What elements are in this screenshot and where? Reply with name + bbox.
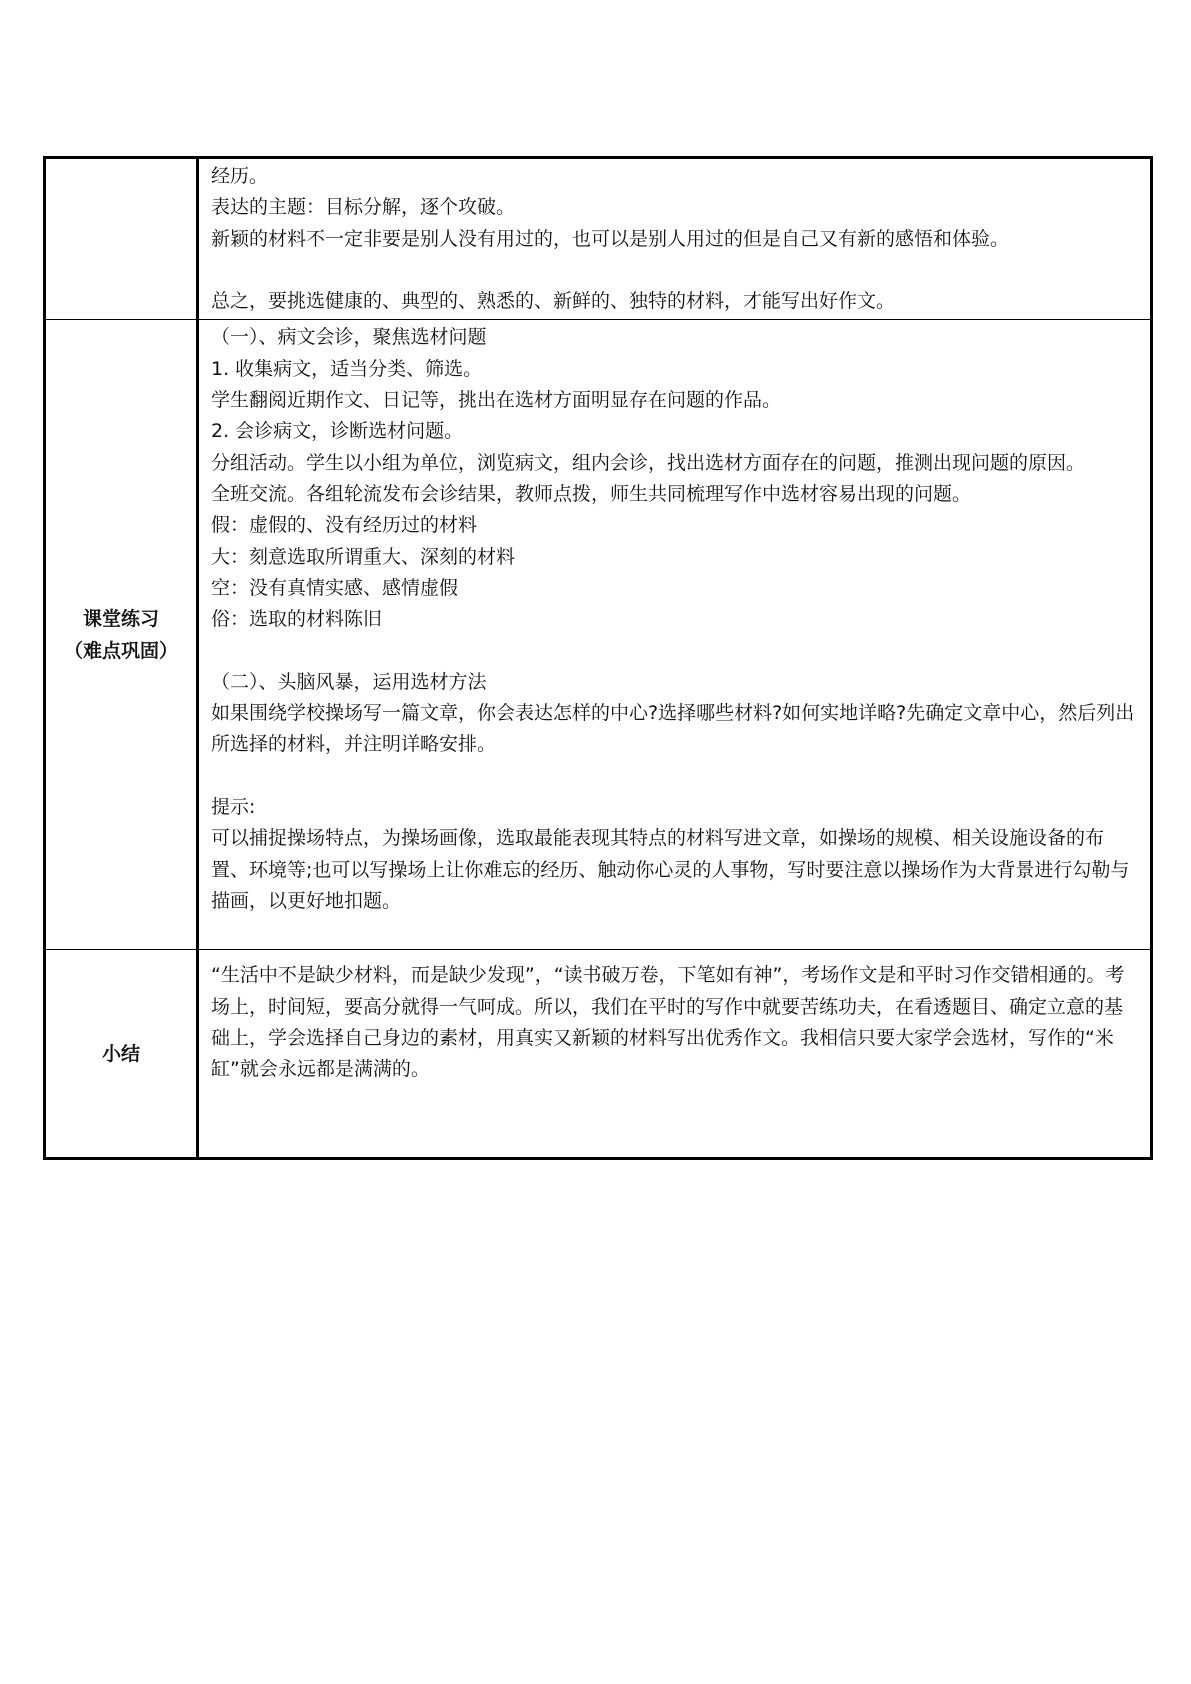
label-line: （难点巩固） [63,639,178,662]
text-line: 大：刻意选取所谓重大、深刻的材料 [211,545,516,568]
label-line: 课堂练习 [82,607,159,630]
text-line: 俗：选取的材料陈旧 [211,608,383,631]
text-line: 全班交流。各组轮流发布会诊结果，教师点拨，师生共同梳理写作中选材容易出现的问题。 [211,482,972,505]
text-line: 分组活动。学生以小组为单位，浏览病文，组内会诊，找出选材方面存在的问题，推测出现问题的原因。 [211,451,1086,474]
blank-line [211,635,1140,666]
section-heading: （一）、病文会诊，聚焦选材问题 [211,326,487,349]
text-line: 新颖的材料不一定非要是别人没有用过的，也可以是别人用过的但是自己又有新的感悟和体验。 [211,227,1010,250]
table-row [45,950,1152,1159]
text-line: 提示: [211,795,256,818]
text-line: 经历。 [211,165,269,187]
blank-line [211,761,1140,792]
text-line: 2. 会诊病文，诊断选材问题。 [211,420,464,443]
text-line: 学生翻阅近期作文、日记等，挑出在选材方面明显存在问题的作品。 [211,389,782,412]
text-line: 表达的主题：目标分解，逐个攻破。 [211,196,516,219]
lesson-plan-table [43,156,1153,1160]
text-line: 总之，要挑选健康的、典型的、熟悉的、新鲜的、独特的材料，才能写出好作文。 [211,290,896,313]
text-line: 1. 收集病文，适当分类、筛选。 [211,357,483,380]
text-line: 可以捕捉操场特点，为操场画像，选取最能表现其特点的材料写进文章，如操场的规模、相关设施设备的布置、环境等;也可以写操场上让你难忘的经历、触动你心灵的人事物，写时要注意以操场作为大背景进行勾勒与描画，以更好地扣题。 [211,827,1130,912]
blank-line [211,255,1140,286]
section-heading: （二）、头脑风暴，运用选材方法 [211,670,487,693]
text-line: 空：没有真情实感、感情虚假 [211,576,459,599]
text-paragraph: “生活中不是缺少材料，而是缺少发现”，“读书破万卷，下笔如有神”，考场作文是和平时习作交错相通的。考场上，时间短，要高分就得一气呵成。所以，我们在平时的写作中就要苦练功夫，在看透题目、确定立意的基础上，学会选择自己身边的素材，用真实又新颖的材料写出优秀作文。我相信只要大家学会选材，写作的“米缸”就会永远都是满满的。 [211,964,1125,1081]
text-line: 假：虚假的、没有经历过的材料 [211,514,478,537]
content-cell-summary [198,950,1152,1159]
table-row [45,158,1152,320]
row-label-summary: 小结 [45,950,198,1159]
content-cell-material-summary [198,158,1152,320]
content-cell-classroom-practice [198,320,1152,950]
row-label-classroom-practice [45,320,198,950]
row-label-empty [45,158,198,320]
text-line: 如果围绕学校操场写一篇文章，你会表达怎样的中心?选择哪些材料?如何实地详略?先确定文章中心，然后列出所选择的材料，并注明详略安排。 [211,702,1135,756]
table-row [45,320,1152,950]
